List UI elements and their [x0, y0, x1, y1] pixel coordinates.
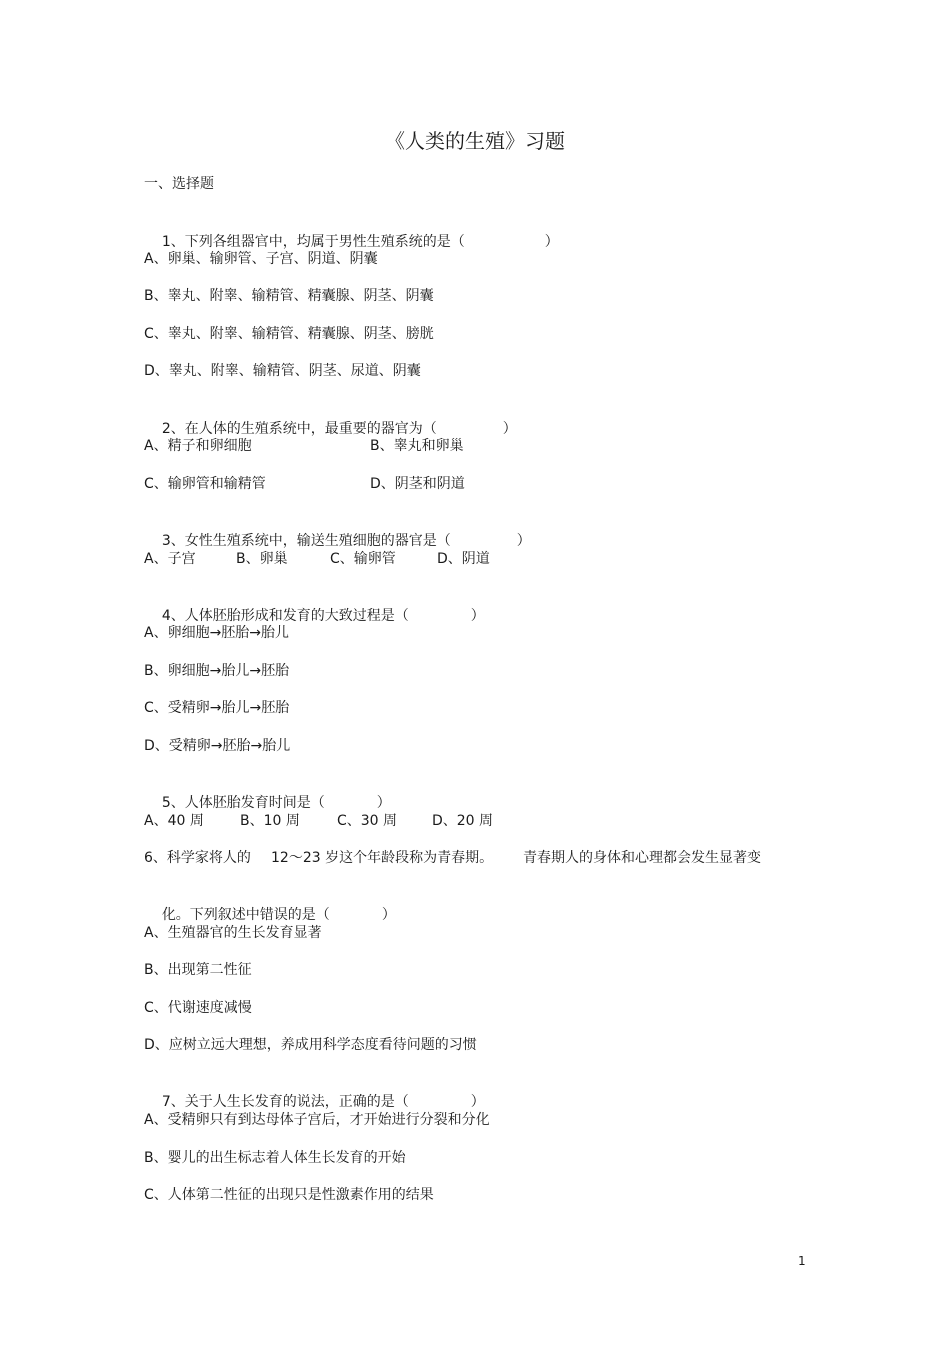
question-2-option-b: B、睾丸和卵巢 — [370, 438, 464, 454]
question-stem-text: 5、人体胚胎发育时间是（ — [161, 795, 325, 811]
answer-paren-close: ） — [470, 1094, 485, 1110]
question-3-option-b: B、卵巢 — [236, 551, 288, 567]
question-2-option-a: A、精子和卵细胞 — [144, 438, 252, 454]
answer-paren-close: ） — [544, 234, 559, 250]
question-6-stem-part-1: 6、科学家将人的 — [144, 850, 251, 866]
question-stem-text: 化。下列叙述中错误的是（ — [161, 907, 330, 923]
answer-paren-close: ） — [470, 608, 485, 624]
page-title: 《人类的生殖》习题 — [385, 129, 565, 153]
page-number: 1 — [798, 1254, 806, 1268]
question-6-stem-part-2: 12～23 岁这个年龄段称为青春期。 — [271, 850, 494, 866]
question-7-option-c: C、人体第二性征的出现只是性激素作用的结果 — [144, 1187, 434, 1203]
answer-paren-close: ） — [516, 533, 531, 549]
question-4-option-c: C、受精卵→胎儿→胚胎 — [144, 700, 290, 716]
question-6-option-a: A、生殖器官的生长发育显著 — [144, 925, 322, 941]
question-2-option-d: D、阴茎和阴道 — [370, 476, 465, 492]
question-7-option-a: A、受精卵只有到达母体子宫后，才开始进行分裂和分化 — [144, 1112, 490, 1128]
question-7-option-b: B、婴儿的出生标志着人体生长发育的开始 — [144, 1150, 406, 1166]
question-1-option-c: C、睾丸、附睾、输精管、精囊腺、阴茎、膀胱 — [144, 326, 434, 342]
question-6-option-c: C、代谢速度减慢 — [144, 1000, 252, 1016]
question-4-option-b: B、卵细胞→胎儿→胚胎 — [144, 663, 290, 679]
answer-paren-close: ） — [376, 795, 391, 811]
question-2-option-c: C、输卵管和输精管 — [144, 476, 266, 492]
section-heading: 一、选择题 — [144, 176, 214, 192]
question-1-option-d: D、睾丸、附睾、输精管、阴茎、尿道、阴囊 — [144, 363, 421, 379]
question-stem-text: 4、人体胚胎形成和发育的大致过程是（ — [161, 608, 409, 624]
question-1-option-b: B、睾丸、附睾、输精管、精囊腺、阴茎、阴囊 — [144, 288, 434, 304]
question-stem-text: 7、关于人生长发育的说法，正确的是（ — [161, 1094, 409, 1110]
answer-paren-close: ） — [502, 421, 517, 437]
question-stem-text: 3、女性生殖系统中，输送生殖细胞的器官是（ — [161, 533, 451, 549]
question-1-option-a: A、卵巢、输卵管、子宫、阴道、阴囊 — [144, 251, 378, 267]
question-5-option-c: C、30 周 — [337, 813, 398, 829]
question-stem-text: 2、在人体的生殖系统中，最重要的器官为（ — [161, 421, 437, 437]
question-stem-text: 1、下列各组器官中，均属于男性生殖系统的是（ — [161, 234, 465, 250]
question-4-option-a: A、卵细胞→胚胎→胎儿 — [144, 625, 290, 641]
question-5-option-a: A、40 周 — [144, 813, 204, 829]
question-6-option-b: B、出现第二性征 — [144, 962, 252, 978]
question-3-option-d: D、阴道 — [437, 551, 490, 567]
question-3-option-c: C、输卵管 — [330, 551, 396, 567]
question-5-option-b: B、10 周 — [240, 813, 300, 829]
question-6-option-d: D、应树立远大理想，养成用科学态度看待问题的习惯 — [144, 1037, 477, 1053]
answer-paren-close: ） — [381, 907, 396, 923]
question-6-stem-part-3: 青春期人的身体和心理都会发生显著变 — [523, 850, 761, 866]
question-3-option-a: A、子宫 — [144, 551, 196, 567]
question-5-option-d: D、20 周 — [432, 813, 494, 829]
question-4-option-d: D、受精卵→胚胎→胎儿 — [144, 738, 291, 754]
